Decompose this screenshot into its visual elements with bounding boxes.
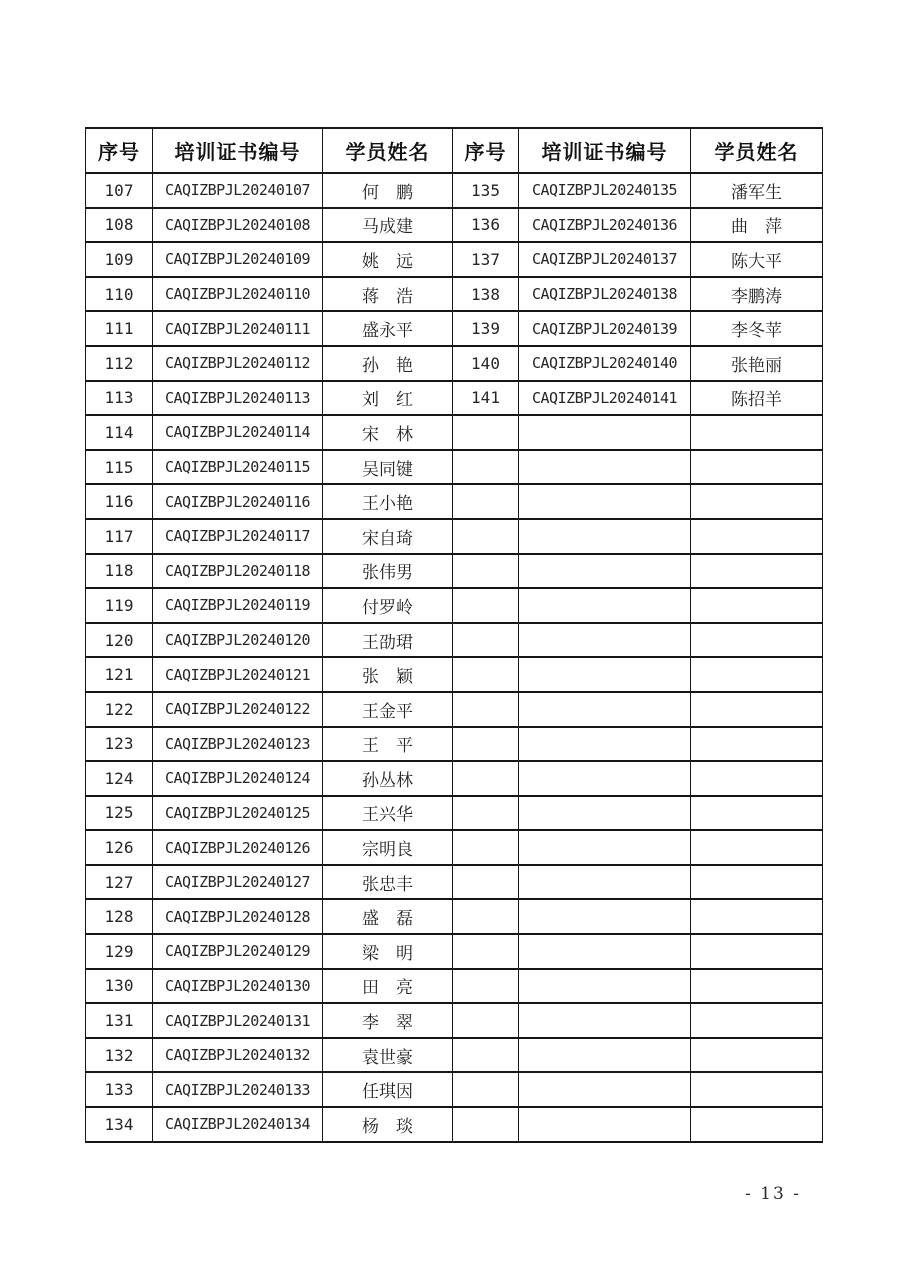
name-cell-right bbox=[691, 519, 823, 554]
serial-cell-left: 134 bbox=[86, 1107, 153, 1142]
serial-cell-right: 135 bbox=[453, 173, 519, 208]
certificate-cell-right: CAQIZBPJL20240135 bbox=[519, 173, 691, 208]
certificate-cell-left: CAQIZBPJL20240116 bbox=[153, 484, 323, 519]
name-cell-left: 李 翠 bbox=[323, 1003, 453, 1038]
name-cell-right bbox=[691, 969, 823, 1004]
serial-cell-right: 140 bbox=[453, 346, 519, 381]
certificate-cell-right bbox=[519, 1038, 691, 1073]
certificate-cell-right bbox=[519, 1003, 691, 1038]
name-cell-right: 潘军生 bbox=[691, 173, 823, 208]
header-row bbox=[86, 128, 823, 173]
serial-cell-left: 115 bbox=[86, 450, 153, 485]
table-row bbox=[86, 381, 823, 416]
name-cell-left: 王小艳 bbox=[323, 484, 453, 519]
name-cell-left: 王兴华 bbox=[323, 796, 453, 831]
serial-cell-left: 114 bbox=[86, 415, 153, 450]
name-cell-left: 宋自琦 bbox=[323, 519, 453, 554]
name-cell-right: 张艳丽 bbox=[691, 346, 823, 381]
name-cell-left: 杨 琰 bbox=[323, 1107, 453, 1142]
serial-cell-right bbox=[453, 519, 519, 554]
name-cell-left: 张忠丰 bbox=[323, 865, 453, 900]
header-certificate-right: 培训证书编号 bbox=[519, 128, 691, 173]
name-cell-right bbox=[691, 727, 823, 762]
serial-cell-left: 108 bbox=[86, 208, 153, 243]
name-cell-right bbox=[691, 484, 823, 519]
name-cell-left: 刘 红 bbox=[323, 381, 453, 416]
name-cell-right bbox=[691, 830, 823, 865]
serial-cell-right bbox=[453, 1003, 519, 1038]
serial-cell-left: 116 bbox=[86, 484, 153, 519]
serial-cell-left: 113 bbox=[86, 381, 153, 416]
certificate-cell-right bbox=[519, 727, 691, 762]
certificate-cell-right: CAQIZBPJL20240141 bbox=[519, 381, 691, 416]
certificate-cell-right bbox=[519, 415, 691, 450]
name-cell-right: 李冬苹 bbox=[691, 311, 823, 346]
certificate-cell-left: CAQIZBPJL20240109 bbox=[153, 242, 323, 277]
certificate-cell-left: CAQIZBPJL20240113 bbox=[153, 381, 323, 416]
name-cell-left: 王劭珺 bbox=[323, 623, 453, 658]
serial-cell-left: 119 bbox=[86, 588, 153, 623]
certificate-cell-right bbox=[519, 796, 691, 831]
name-cell-left: 盛 磊 bbox=[323, 899, 453, 934]
name-cell-left: 张伟男 bbox=[323, 554, 453, 589]
serial-cell-left: 127 bbox=[86, 865, 153, 900]
table-row bbox=[86, 623, 823, 658]
serial-cell-left: 111 bbox=[86, 311, 153, 346]
certificate-cell-right bbox=[519, 1072, 691, 1107]
table-row bbox=[86, 727, 823, 762]
name-cell-left: 王 平 bbox=[323, 727, 453, 762]
serial-cell-left: 133 bbox=[86, 1072, 153, 1107]
certificate-cell-right bbox=[519, 969, 691, 1004]
name-cell-left: 蒋 浩 bbox=[323, 277, 453, 312]
name-cell-left: 田 亮 bbox=[323, 969, 453, 1004]
certificate-cell-left: CAQIZBPJL20240130 bbox=[153, 969, 323, 1004]
certificate-cell-left: CAQIZBPJL20240132 bbox=[153, 1038, 323, 1073]
serial-cell-left: 130 bbox=[86, 969, 153, 1004]
table-row bbox=[86, 588, 823, 623]
header-serial-right: 序号 bbox=[453, 128, 519, 173]
serial-cell-right bbox=[453, 761, 519, 796]
serial-cell-right bbox=[453, 1038, 519, 1073]
name-cell-right bbox=[691, 934, 823, 969]
serial-cell-left: 117 bbox=[86, 519, 153, 554]
certificate-cell-right bbox=[519, 899, 691, 934]
serial-cell-left: 118 bbox=[86, 554, 153, 589]
certificate-cell-right bbox=[519, 554, 691, 589]
serial-cell-left: 128 bbox=[86, 899, 153, 934]
name-cell-left: 王金平 bbox=[323, 692, 453, 727]
certificate-cell-right bbox=[519, 830, 691, 865]
name-cell-right bbox=[691, 1107, 823, 1142]
serial-cell-right: 138 bbox=[453, 277, 519, 312]
name-cell-left: 马成建 bbox=[323, 208, 453, 243]
table-body bbox=[86, 173, 823, 1142]
serial-cell-left: 121 bbox=[86, 657, 153, 692]
certificate-cell-left: CAQIZBPJL20240134 bbox=[153, 1107, 323, 1142]
table-row bbox=[86, 277, 823, 312]
serial-cell-left: 132 bbox=[86, 1038, 153, 1073]
certificate-cell-left: CAQIZBPJL20240125 bbox=[153, 796, 323, 831]
header-name-left: 学员姓名 bbox=[323, 128, 453, 173]
serial-cell-left: 107 bbox=[86, 173, 153, 208]
certificate-cell-right: CAQIZBPJL20240136 bbox=[519, 208, 691, 243]
certificate-cell-left: CAQIZBPJL20240126 bbox=[153, 830, 323, 865]
serial-cell-left: 123 bbox=[86, 727, 153, 762]
serial-cell-right bbox=[453, 1072, 519, 1107]
table-row bbox=[86, 796, 823, 831]
serial-cell-right bbox=[453, 796, 519, 831]
certificate-cell-left: CAQIZBPJL20240115 bbox=[153, 450, 323, 485]
name-cell-left: 何 鹏 bbox=[323, 173, 453, 208]
table-row bbox=[86, 173, 823, 208]
certificate-cell-left: CAQIZBPJL20240119 bbox=[153, 588, 323, 623]
certificate-cell-left: CAQIZBPJL20240121 bbox=[153, 657, 323, 692]
name-cell-right bbox=[691, 865, 823, 900]
name-cell-right bbox=[691, 761, 823, 796]
name-cell-right bbox=[691, 899, 823, 934]
serial-cell-left: 120 bbox=[86, 623, 153, 658]
table-row bbox=[86, 519, 823, 554]
serial-cell-right bbox=[453, 484, 519, 519]
serial-cell-right bbox=[453, 415, 519, 450]
name-cell-right: 陈招羊 bbox=[691, 381, 823, 416]
certificate-cell-left: CAQIZBPJL20240117 bbox=[153, 519, 323, 554]
serial-cell-right bbox=[453, 450, 519, 485]
certificate-cell-left: CAQIZBPJL20240110 bbox=[153, 277, 323, 312]
serial-cell-right: 141 bbox=[453, 381, 519, 416]
name-cell-right bbox=[691, 588, 823, 623]
certificate-cell-right: CAQIZBPJL20240137 bbox=[519, 242, 691, 277]
certificate-cell-right: CAQIZBPJL20240139 bbox=[519, 311, 691, 346]
header-serial-left: 序号 bbox=[86, 128, 153, 173]
name-cell-right bbox=[691, 657, 823, 692]
serial-cell-left: 129 bbox=[86, 934, 153, 969]
table-row bbox=[86, 830, 823, 865]
header-certificate-left: 培训证书编号 bbox=[153, 128, 323, 173]
table-row bbox=[86, 934, 823, 969]
certificate-cell-left: CAQIZBPJL20240122 bbox=[153, 692, 323, 727]
serial-cell-right: 137 bbox=[453, 242, 519, 277]
serial-cell-left: 122 bbox=[86, 692, 153, 727]
name-cell-right bbox=[691, 796, 823, 831]
name-cell-right bbox=[691, 450, 823, 485]
certificate-roster-table bbox=[85, 127, 823, 1143]
certificate-cell-right bbox=[519, 519, 691, 554]
name-cell-left: 宋 林 bbox=[323, 415, 453, 450]
serial-cell-right bbox=[453, 1107, 519, 1142]
certificate-cell-left: CAQIZBPJL20240127 bbox=[153, 865, 323, 900]
name-cell-right bbox=[691, 1072, 823, 1107]
table-row bbox=[86, 346, 823, 381]
name-cell-left: 袁世豪 bbox=[323, 1038, 453, 1073]
name-cell-left: 张 颖 bbox=[323, 657, 453, 692]
serial-cell-right bbox=[453, 727, 519, 762]
name-cell-left: 盛永平 bbox=[323, 311, 453, 346]
serial-cell-right bbox=[453, 692, 519, 727]
serial-cell-right bbox=[453, 554, 519, 589]
serial-cell-left: 112 bbox=[86, 346, 153, 381]
serial-cell-right bbox=[453, 830, 519, 865]
certificate-cell-right bbox=[519, 761, 691, 796]
name-cell-left: 姚 远 bbox=[323, 242, 453, 277]
table-row bbox=[86, 242, 823, 277]
name-cell-right bbox=[691, 554, 823, 589]
certificate-cell-left: CAQIZBPJL20240129 bbox=[153, 934, 323, 969]
certificate-cell-left: CAQIZBPJL20240108 bbox=[153, 208, 323, 243]
serial-cell-right: 139 bbox=[453, 311, 519, 346]
table-row bbox=[86, 969, 823, 1004]
name-cell-right: 陈大平 bbox=[691, 242, 823, 277]
name-cell-right bbox=[691, 1038, 823, 1073]
name-cell-right bbox=[691, 1003, 823, 1038]
serial-cell-left: 131 bbox=[86, 1003, 153, 1038]
serial-cell-right bbox=[453, 588, 519, 623]
serial-cell-left: 126 bbox=[86, 830, 153, 865]
table-row bbox=[86, 1072, 823, 1107]
name-cell-left: 梁 明 bbox=[323, 934, 453, 969]
table-row bbox=[86, 1038, 823, 1073]
certificate-cell-left: CAQIZBPJL20240118 bbox=[153, 554, 323, 589]
certificate-cell-left: CAQIZBPJL20240133 bbox=[153, 1072, 323, 1107]
serial-cell-right bbox=[453, 623, 519, 658]
page-number: - 13 - bbox=[745, 1184, 801, 1204]
certificate-cell-left: CAQIZBPJL20240123 bbox=[153, 727, 323, 762]
certificate-cell-right bbox=[519, 934, 691, 969]
certificate-cell-right bbox=[519, 484, 691, 519]
table-row bbox=[86, 865, 823, 900]
serial-cell-left: 124 bbox=[86, 761, 153, 796]
table-row bbox=[86, 899, 823, 934]
serial-cell-left: 110 bbox=[86, 277, 153, 312]
certificate-cell-right bbox=[519, 865, 691, 900]
certificate-cell-right bbox=[519, 657, 691, 692]
certificate-cell-right bbox=[519, 692, 691, 727]
table-row bbox=[86, 554, 823, 589]
name-cell-left: 任琪因 bbox=[323, 1072, 453, 1107]
table-row bbox=[86, 692, 823, 727]
name-cell-right: 李鹏涛 bbox=[691, 277, 823, 312]
serial-cell-right bbox=[453, 969, 519, 1004]
serial-cell-right bbox=[453, 899, 519, 934]
certificate-cell-right: CAQIZBPJL20240138 bbox=[519, 277, 691, 312]
certificate-cell-left: CAQIZBPJL20240128 bbox=[153, 899, 323, 934]
name-cell-left: 付罗岭 bbox=[323, 588, 453, 623]
certificate-cell-right: CAQIZBPJL20240140 bbox=[519, 346, 691, 381]
certificate-cell-right bbox=[519, 1107, 691, 1142]
table-row bbox=[86, 208, 823, 243]
table-row bbox=[86, 415, 823, 450]
name-cell-left: 吴同键 bbox=[323, 450, 453, 485]
table-row bbox=[86, 761, 823, 796]
table-row bbox=[86, 657, 823, 692]
table-row bbox=[86, 484, 823, 519]
name-cell-right bbox=[691, 692, 823, 727]
serial-cell-right: 136 bbox=[453, 208, 519, 243]
name-cell-right: 曲 萍 bbox=[691, 208, 823, 243]
certificate-cell-right bbox=[519, 588, 691, 623]
certificate-cell-left: CAQIZBPJL20240120 bbox=[153, 623, 323, 658]
serial-cell-right bbox=[453, 657, 519, 692]
serial-cell-left: 125 bbox=[86, 796, 153, 831]
name-cell-right bbox=[691, 415, 823, 450]
certificate-cell-left: CAQIZBPJL20240124 bbox=[153, 761, 323, 796]
certificate-cell-right bbox=[519, 450, 691, 485]
certificate-cell-left: CAQIZBPJL20240107 bbox=[153, 173, 323, 208]
serial-cell-right bbox=[453, 865, 519, 900]
certificate-cell-left: CAQIZBPJL20240114 bbox=[153, 415, 323, 450]
name-cell-left: 孙 艳 bbox=[323, 346, 453, 381]
table-row bbox=[86, 1003, 823, 1038]
name-cell-right bbox=[691, 623, 823, 658]
certificate-cell-left: CAQIZBPJL20240111 bbox=[153, 311, 323, 346]
certificate-cell-left: CAQIZBPJL20240112 bbox=[153, 346, 323, 381]
table-row bbox=[86, 1107, 823, 1142]
certificate-cell-right bbox=[519, 623, 691, 658]
serial-cell-left: 109 bbox=[86, 242, 153, 277]
table-header bbox=[86, 128, 823, 173]
certificate-cell-left: CAQIZBPJL20240131 bbox=[153, 1003, 323, 1038]
header-name-right: 学员姓名 bbox=[691, 128, 823, 173]
table-row bbox=[86, 311, 823, 346]
name-cell-left: 孙丛林 bbox=[323, 761, 453, 796]
table-row bbox=[86, 450, 823, 485]
serial-cell-right bbox=[453, 934, 519, 969]
name-cell-left: 宗明良 bbox=[323, 830, 453, 865]
